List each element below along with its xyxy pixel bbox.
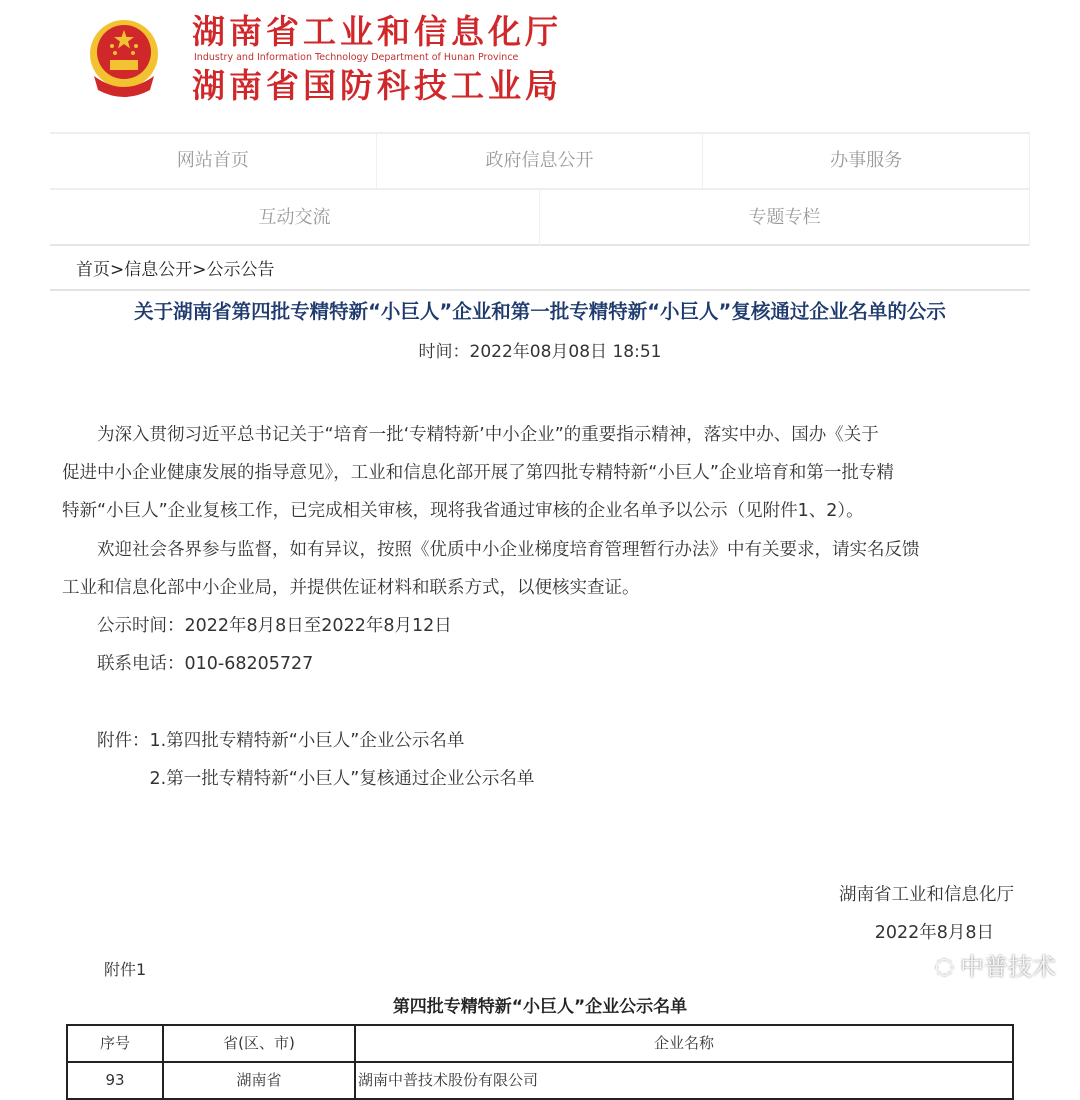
body-line: 欢迎社会各界参与监督，如有异议，按照《优质中小企业梯度培育管理暂行办法》中有关要求，请实名反馈 xyxy=(62,540,920,560)
body-line: 为深入贯彻习近平总书记关于“培育一批‘专精特新’中小企业”的重要指示精神，落实中办、国办《关于 xyxy=(62,425,879,445)
publish-time: 时间：2022年08月08日 18:51 xyxy=(418,342,662,362)
header-cell: 序号 xyxy=(67,1025,163,1062)
watermark xyxy=(935,950,1056,984)
attachment-label: 附件1 xyxy=(104,960,147,979)
table-header-row xyxy=(67,1025,1013,1062)
nav-gov-info[interactable]: 政府信息公开 xyxy=(377,134,704,188)
nav-home[interactable]: 网站首页 xyxy=(50,134,377,188)
divider xyxy=(50,289,1030,291)
nav-services[interactable]: 办事服务 xyxy=(703,134,1030,188)
signature-date: 2022年8月8日 xyxy=(874,923,994,943)
contact-phone: 联系电话：010-68205727 xyxy=(62,654,314,674)
cell-company: 湖南中普技术股份有限公司 xyxy=(355,1062,1013,1099)
body-line: 特新“小巨人”企业复核工作，已完成相关审核，现将我省通过审核的企业名单予以公示（见附件1、2）。 xyxy=(62,501,864,521)
table-row xyxy=(67,1062,1013,1099)
logo-subtitle-cn: 湖南省国防科技工业局 xyxy=(192,66,562,105)
header-cell: 企业名称 xyxy=(355,1025,1013,1062)
cell-index: 93 xyxy=(67,1062,163,1099)
logo-title-cn: 湖南省工业和信息化厅 xyxy=(192,12,562,51)
table-title: 第四批专精特新“小巨人”企业公示名单 xyxy=(392,997,688,1017)
publicity-period: 公示时间：2022年8月8日至2022年8月12日 xyxy=(62,616,452,636)
company-table xyxy=(66,1024,1014,1100)
body-line: 工业和信息化部中小企业局，并提供佐证材料和联系方式，以便核实查证。 xyxy=(62,578,640,598)
attachment-link-2[interactable]: 2.第一批专精特新“小巨人”复核通过企业公示名单 xyxy=(62,769,535,789)
nav-interaction[interactable]: 互动交流 xyxy=(50,190,540,246)
breadcrumb[interactable]: 首页>信息公开>公示公告 xyxy=(76,260,275,280)
article-title: 关于湖南省第四批专精特新“小巨人”企业和第一批专精特新“小巨人”复核通过企业名单的公示 xyxy=(134,300,946,323)
attachment-link-1[interactable]: 附件：1.第四批专精特新“小巨人”企业公示名单 xyxy=(62,731,465,751)
signature-org: 湖南省工业和信息化厅 xyxy=(839,885,1014,905)
national-emblem-icon xyxy=(88,18,160,98)
header-cell: 省(区、市) xyxy=(163,1025,355,1062)
main-nav xyxy=(50,132,1030,246)
watermark-text: 中普技术 xyxy=(960,953,1056,981)
cell-province: 湖南省 xyxy=(163,1062,355,1099)
wechat-icon: ◌ xyxy=(934,954,954,979)
nav-topics[interactable]: 专题专栏 xyxy=(540,190,1030,246)
body-line: 促进中小企业健康发展的指导意见》，工业和信息化部开展了第四批专精特新“小巨人”企业培育和第一批专精 xyxy=(62,463,894,483)
logo-title-en: Industry and Information Technology Department of Hunan Province xyxy=(194,52,519,63)
